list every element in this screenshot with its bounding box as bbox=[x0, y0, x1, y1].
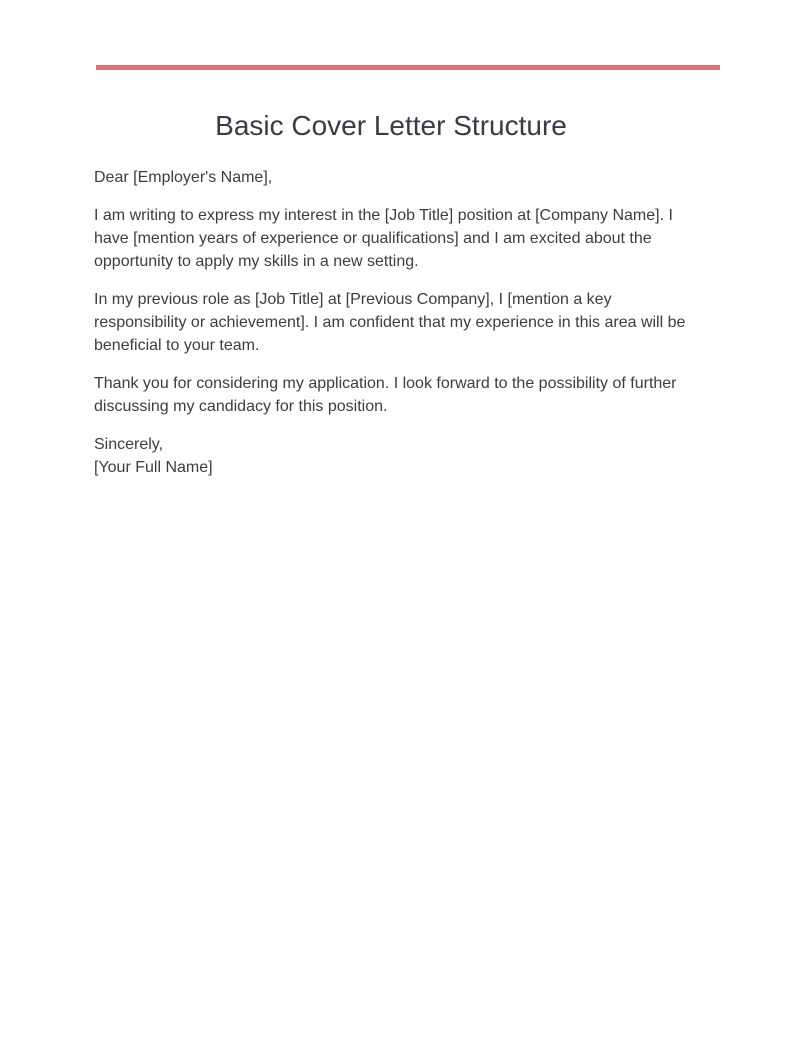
salutation: Dear [Employer's Name], bbox=[94, 169, 273, 186]
paragraph-thanks: Thank you for considering my application. I look forward to the possibility of further discussing my candidacy for this position. bbox=[94, 375, 677, 415]
letter-body bbox=[94, 166, 694, 479]
closing-line: Sincerely, bbox=[94, 436, 164, 453]
paragraph-intro: I am writing to express my interest in the [Job Title] position at [Company Name]. I have [mention years of experience or qualifications] and I am excited about the opportunity to apply my skills in a new setting. bbox=[94, 207, 673, 270]
closing-block bbox=[94, 433, 694, 479]
page-title: Basic Cover Letter Structure bbox=[215, 110, 567, 141]
top-accent-rule bbox=[96, 65, 720, 70]
signature-name: [Your Full Name] bbox=[94, 459, 213, 476]
paragraph-experience: In my previous role as [Job Title] at [Previous Company], I [mention a key responsibility or achievement]. I am confident that my experience in this area will be beneficial to your team. bbox=[94, 291, 686, 354]
